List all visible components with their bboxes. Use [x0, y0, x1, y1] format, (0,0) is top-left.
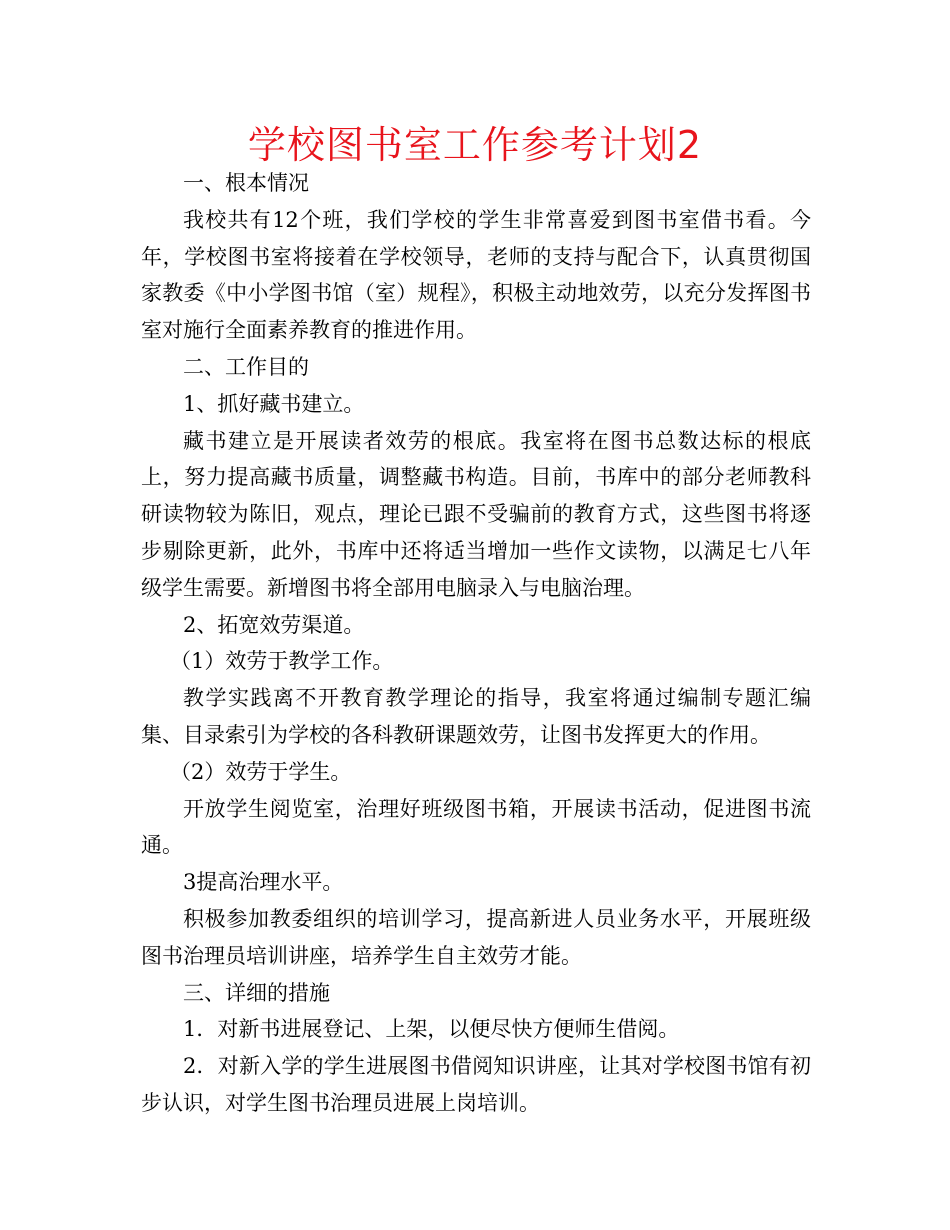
section-heading-work-goals: 二、工作目的	[183, 354, 309, 379]
document-body	[141, 165, 811, 1122]
item-heading-service-channels: 2、拓宽效劳渠道。	[183, 612, 365, 637]
subitem-heading-students: （2）效劳于学生。	[170, 759, 352, 784]
measure-item-1: 1．对新书进展登记、上架，以便尽快方便师生借阅。	[183, 1017, 680, 1042]
paragraph-basic-situation: 我校共有12个班，我们学校的学生非常喜爱到图书室借书看。今年，学校图书室将接着在学校领导，老师的支持与配合下，认真贯彻国家教委《中小学图书馆（室）规程》，积极主动地效劳，以充分发挥图书室对施行全面素养教育的推进作用。	[141, 207, 811, 343]
item-heading-collection-building: 1、抓好藏书建立。	[183, 391, 365, 416]
paragraph-students: 开放学生阅览室，治理好班级图书箱，开展读书活动，促进图书流通。	[141, 796, 811, 858]
section-heading-measures: 三、详细的措施	[183, 980, 330, 1005]
paragraph-teaching: 教学实践离不开教育教学理论的指导，我室将通过编制专题汇编集、目录索引为学校的各科教研课题效劳，让图书发挥更大的作用。	[141, 686, 811, 747]
subitem-heading-teaching: （1）效劳于教学工作。	[170, 649, 394, 674]
measure-item-2: 2．对新入学的学生进展图书借阅知识讲座，让其对学校图书馆有初步认识，对学生图书治理员进展上岗培训。	[141, 1054, 811, 1115]
paragraph-collection-building: 藏书建立是开展读者效劳的根底。我室将在图书总数达标的根底上，努力提高藏书质量，调整藏书构造。目前，书库中的部分老师教科研读物较为陈旧，观点，理论已跟不受骗前的教育方式，这些图书将逐步剔除更新，此外，书库中还将适当增加一些作文读物，以满足七八年级学生需要。新增图书将全部用电脑录入与电脑治理。	[141, 428, 811, 600]
document-title: 学校图书室工作参考计划2	[247, 123, 703, 167]
item-heading-management-level: 3提高治理水平。	[183, 870, 344, 895]
paragraph-management-level: 积极参加教委组织的培训学习，提高新进人员业务水平，开展班级图书治理员培训讲座，培养学生自主效劳才能。	[141, 906, 811, 968]
section-heading-basic-situation: 一、根本情况	[183, 171, 309, 195]
